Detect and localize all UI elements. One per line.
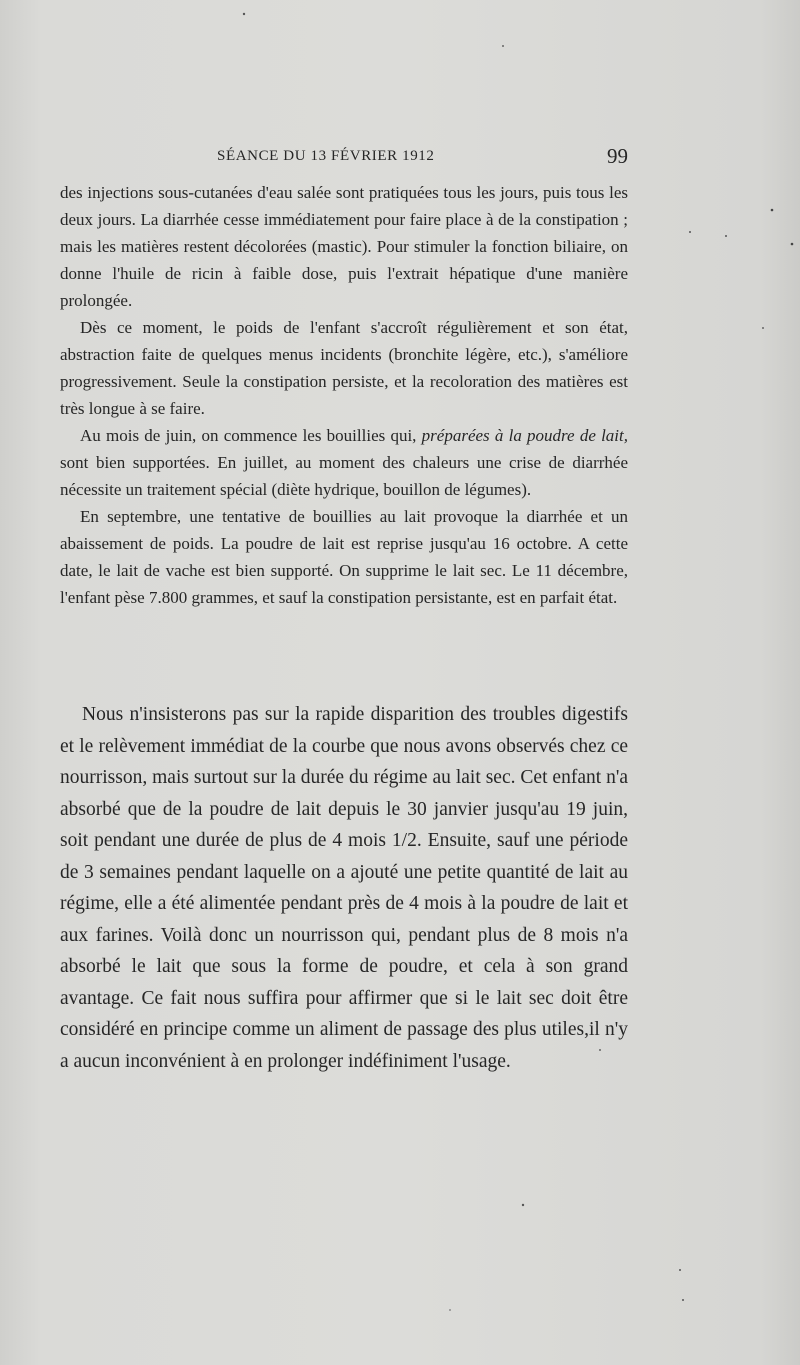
paragraph-injections: des injections sous-cutanées d'eau salée sont pratiquées tous les jours, puis tous les deux jours. La diarrhée cesse immédiatement pour faire place à de la constipation ; mais les matières restent décolorées (mastic). Pour stimuler la fonction biliaire, on donne l'huile de ricin à faible dose, puis l'extrait hépatique d'une manière prolongée. bbox=[60, 183, 628, 310]
paragraph-weight-gain: Dès ce moment, le poids de l'enfant s'accroît régulièrement et son état, abstraction faite de quelques menus incidents (bronchite légère, etc.), s'améliore progressivement. Seule la constipation persiste, et la recoloration des matières est très longue à se faire. bbox=[60, 318, 628, 418]
paragraph-september: En septembre, une tentative de bouillies au lait provoque la diarrhée et un abaissement de poids. La poudre de lait est reprise jusqu'au 16 octobre. A cette date, le lait de vache est bien supporté. On supprime le lait sec. Le 11 décembre, l'enfant pèse 7.800 grammes, et sauf la constipation persistante, est en parfait état. bbox=[60, 507, 628, 607]
speck bbox=[679, 1269, 681, 1271]
speck bbox=[762, 327, 764, 329]
speck bbox=[791, 243, 794, 246]
june-text-before: Au mois de juin, on commence les bouillies qui, bbox=[80, 426, 422, 445]
speck bbox=[725, 235, 727, 237]
page-number: 99 bbox=[607, 144, 628, 168]
speck bbox=[599, 1049, 601, 1051]
running-head: SÉANCE DU 13 FÉVRIER 1912 bbox=[217, 148, 435, 164]
june-text-italic: préparées à la poudre de lait, bbox=[421, 426, 629, 445]
speck bbox=[243, 13, 245, 15]
speck bbox=[502, 45, 504, 47]
speck bbox=[682, 1299, 684, 1301]
speck bbox=[689, 231, 691, 233]
speck bbox=[449, 1309, 451, 1311]
speck bbox=[771, 209, 774, 212]
june-text-after: sont bien supportées. En juillet, au moment des chaleurs une crise de diarrhée nécessite un traitement spécial (diète hydrique, bouillon de légumes). bbox=[60, 453, 628, 499]
speck bbox=[522, 1204, 524, 1206]
paragraph-discussion: Nous n'insisterons pas sur la rapide disparition des troubles digestifs et le relèvement immédiat de la courbe que nous avons observés chez ce nourrisson, mais surtout sur la durée du régime au lait sec. Cet enfant n'a absorbé que de la poudre de lait depuis le 30 janvier jusqu'au 19 juin, soit pendant une durée de plus de 4 mois 1/2. Ensuite, sauf une période de 3 semaines pendant laquelle on a ajouté une petite quantité de lait au régime, elle a été alimentée pendant près de 4 mois à la poudre de lait et aux farines. Voilà donc un nourrisson qui, pendant plus de 8 mois n'a absorbé le lait que sous la forme de poudre, et cela à son grand avantage. Ce fait nous suffira pour affirmer que si le lait sec doit être considéré en principe comme un aliment de passage des plus utiles,il n'y a aucun inconvénient à en prolonger indéfiniment l'usage. bbox=[60, 704, 628, 1072]
